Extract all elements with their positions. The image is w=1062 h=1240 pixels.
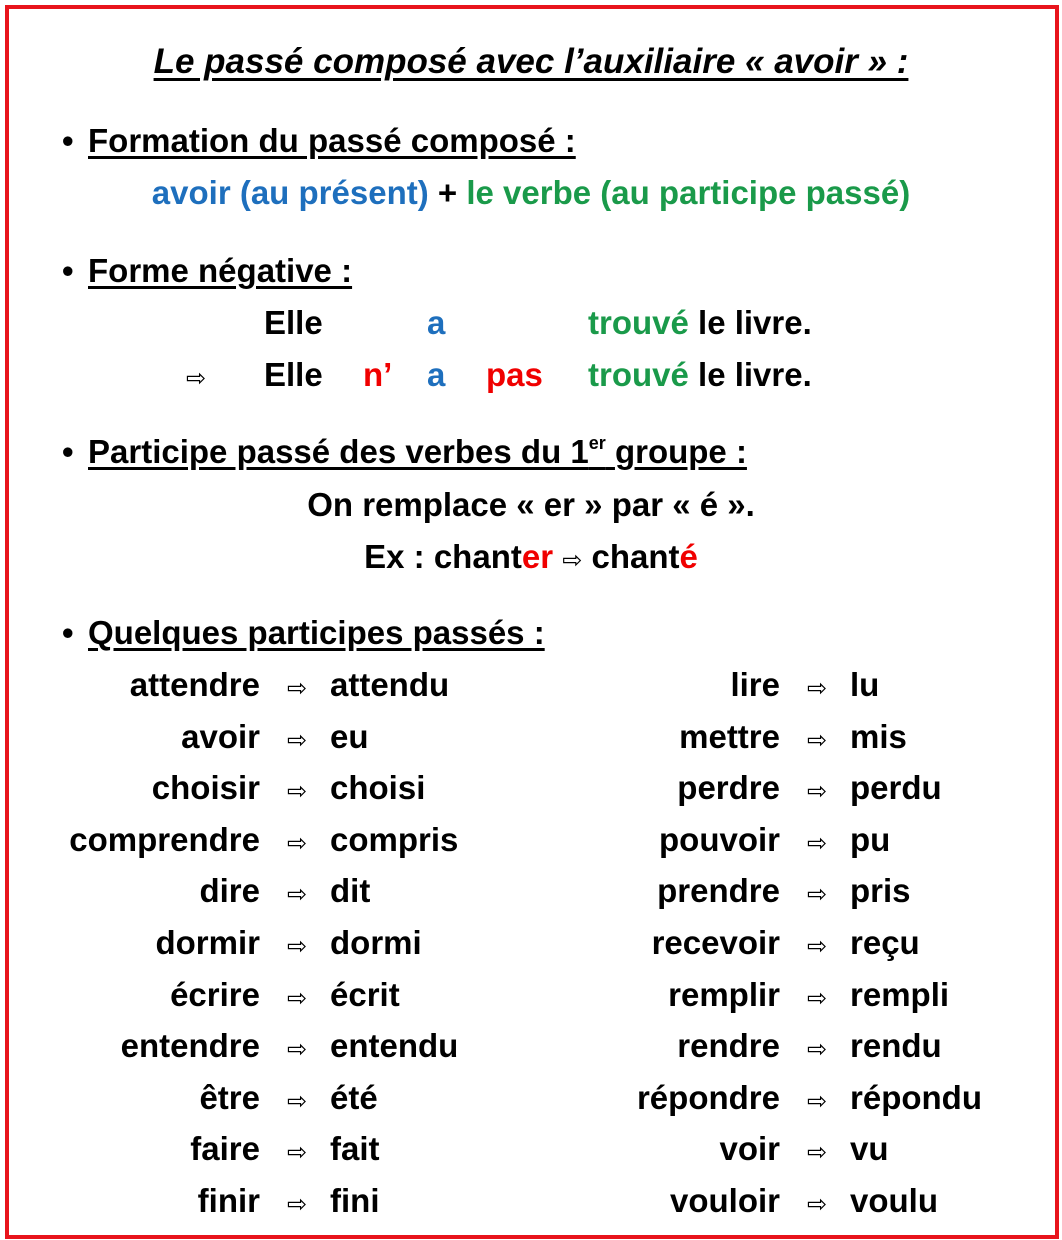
arrow-icon: ⇨ xyxy=(807,725,828,754)
arrow-icon: ⇨ xyxy=(807,983,828,1012)
arrow-icon: ⇨ xyxy=(287,725,308,754)
participle: perdu xyxy=(850,769,942,807)
bullet-icon: • xyxy=(62,433,74,470)
infinitive: finir xyxy=(197,1182,260,1219)
arrow-icon: ⇨ xyxy=(562,546,583,574)
neg-line2-ne: n’ xyxy=(363,356,393,393)
infinitive: comprendre xyxy=(69,820,260,858)
participle: fini xyxy=(330,1182,380,1219)
bullet-icon: • xyxy=(62,122,74,159)
infinitive: répondre xyxy=(636,1078,780,1116)
infinitive: entendre xyxy=(120,1027,260,1065)
arrow-icon: ⇨ xyxy=(807,828,828,857)
participle: lu xyxy=(850,666,880,703)
first-group-example: Ex : chanter ⇨ chanté xyxy=(364,538,698,575)
formation-part-verb: le verbe (au participe passé) xyxy=(466,174,911,211)
infinitive: perdre xyxy=(677,769,780,807)
participle: mis xyxy=(850,717,907,755)
page-title: Le passé composé avec l’auxiliaire « avoir » : xyxy=(153,42,909,81)
participle: entendu xyxy=(330,1027,459,1065)
infinitive: attendre xyxy=(129,666,260,703)
neg-line1-end: trouvé le livre. xyxy=(588,304,812,341)
infinitive: avoir xyxy=(181,717,260,755)
infinitive: choisir xyxy=(151,769,260,807)
infinitive: remplir xyxy=(668,975,780,1013)
arrow-icon: ⇨ xyxy=(287,1086,308,1115)
arrow-icon: ⇨ xyxy=(807,932,828,960)
infinitive: pouvoir xyxy=(659,820,780,858)
neg-line2-end: trouvé le livre. xyxy=(588,356,812,393)
first-group-rule: On remplace « er » par « é ». xyxy=(307,486,755,523)
participle: répondu xyxy=(850,1078,982,1116)
infinitive: lire xyxy=(730,666,780,703)
infinitive: recevoir xyxy=(651,924,780,961)
participle: eu xyxy=(330,717,369,755)
arrow-icon: ⇨ xyxy=(287,1035,308,1064)
participle: attendu xyxy=(330,666,450,703)
neg-line2-pas: pas xyxy=(486,356,543,393)
infinitive: être xyxy=(199,1078,260,1116)
section-first-group-heading: • Participe passé des verbes du 1er groupe : xyxy=(62,433,747,470)
formation-part-auxiliary: avoir (au présent) xyxy=(151,174,429,211)
arrow-icon: ⇨ xyxy=(287,1138,308,1167)
participle: fait xyxy=(330,1130,380,1168)
formation-plus: + xyxy=(437,174,458,211)
arrow-icon: ⇨ xyxy=(287,1190,308,1218)
arrow-icon: ⇨ xyxy=(287,674,308,702)
participle: choisi xyxy=(330,769,426,807)
arrow-icon: ⇨ xyxy=(287,983,308,1012)
arrow-icon: ⇨ xyxy=(287,932,308,960)
infinitive: dormir xyxy=(155,924,260,961)
arrow-icon: ⇨ xyxy=(807,1138,828,1167)
neg-line1-aux: a xyxy=(427,304,446,341)
infinitive: mettre xyxy=(679,717,780,755)
infinitive: rendre xyxy=(677,1027,780,1065)
participle: rempli xyxy=(850,975,950,1013)
arrow-icon: ⇨ xyxy=(807,1086,828,1115)
arrow-icon: ⇨ xyxy=(807,674,828,702)
infinitive: faire xyxy=(190,1130,260,1168)
section-negative-heading: • Forme négative : xyxy=(62,252,353,289)
bullet-icon: • xyxy=(62,252,74,289)
section-formation-heading: • Formation du passé composé : xyxy=(62,122,576,159)
arrow-icon: ⇨ xyxy=(807,777,828,806)
participle: écrit xyxy=(330,975,400,1013)
neg-line2-subject: Elle xyxy=(264,356,323,393)
arrow-icon: ⇨ xyxy=(186,364,207,392)
participle: été xyxy=(330,1078,378,1116)
infinitive: vouloir xyxy=(669,1182,780,1219)
participle: rendu xyxy=(850,1027,942,1065)
arrow-icon: ⇨ xyxy=(807,880,828,909)
arrow-icon: ⇨ xyxy=(287,777,308,806)
participle: reçu xyxy=(850,924,920,961)
bullet-icon: • xyxy=(62,614,74,651)
infinitive: écrire xyxy=(170,975,260,1013)
infinitive: prendre xyxy=(657,872,780,910)
participle: vu xyxy=(850,1130,889,1168)
arrow-icon: ⇨ xyxy=(807,1190,828,1218)
infinitive: dire xyxy=(199,872,260,910)
participle: compris xyxy=(330,820,459,858)
neg-line2-aux: a xyxy=(427,356,446,393)
participle: pris xyxy=(850,872,911,910)
participle: pu xyxy=(850,820,891,858)
participle: dit xyxy=(330,872,371,910)
infinitive: voir xyxy=(719,1130,780,1168)
neg-line1-subject: Elle xyxy=(264,304,323,341)
arrow-icon: ⇨ xyxy=(287,880,308,909)
participle: dormi xyxy=(330,924,422,961)
arrow-icon: ⇨ xyxy=(807,1035,828,1064)
section-list-heading: • Quelques participes passés : xyxy=(62,614,545,651)
participle: voulu xyxy=(850,1182,938,1219)
arrow-icon: ⇨ xyxy=(287,828,308,857)
formation-rule xyxy=(0,174,1062,212)
